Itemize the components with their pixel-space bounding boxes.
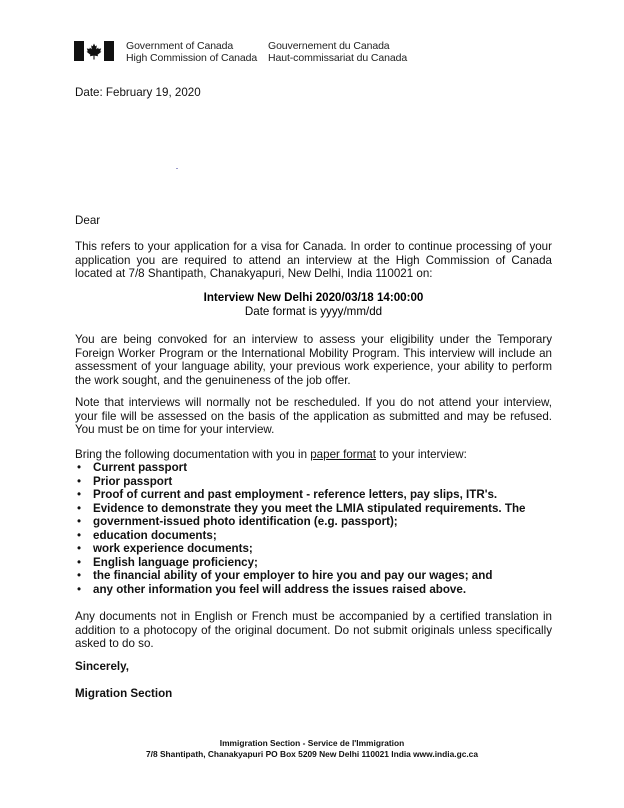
date-format-note: Date format is yyyy/mm/dd: [244, 304, 383, 318]
list-item: • education documents;: [77, 528, 217, 542]
bullet-icon: •: [77, 501, 82, 515]
bullet-icon: •: [77, 528, 82, 542]
footer: [0, 738, 624, 759]
list-item: • Evidence to demonstrate they you meet the LMIA stipulated requirements. The: [77, 501, 526, 515]
documentation-intro-before: Bring the following documentation with you in: [75, 448, 311, 461]
bullet-icon: •: [77, 461, 82, 474]
high-commission-label: High Commission of Canada: [126, 52, 258, 64]
bullet-icon: •: [77, 515, 82, 528]
signature-block-english: [126, 40, 257, 64]
letter-date: Date: February 19, 2020: [75, 86, 201, 99]
flag-bar-right: [104, 41, 114, 61]
scan-artifact: [176, 168, 178, 169]
paper-format-underlined: paper format: [310, 448, 376, 461]
footer-address: 7/8 Shantipath, Chanakyapuri PO Box 5209 New Delhi 110021 India www.india.gc.ca: [145, 748, 478, 759]
list-item: • any other information you feel will address the issues raised above.: [77, 582, 467, 596]
bullet-icon: •: [77, 582, 82, 596]
flag-bar-left: [74, 41, 84, 61]
letterhead: [74, 39, 408, 65]
bullet-icon: •: [77, 542, 82, 555]
government-of-canada-label: Government of Canada: [126, 40, 234, 52]
bullet-icon: •: [77, 488, 82, 501]
footer-section-name: Immigration Section - Service de l'Immigration: [219, 738, 405, 748]
list-item: • the financial ability of your employer to hire you and pay our wages; and: [77, 569, 493, 582]
list-item: • government-issued photo identification (e.g. passport);: [77, 515, 398, 528]
paragraph-application: This refers to your application for a visa for Canada. In order to continue processing of your application you are required to attend an interview at the High Commission of Canada located at 7/8 Shantipath, Chanakyapuri, New Delhi, India 110021 on:: [75, 240, 552, 280]
salutation: Dear: [75, 214, 101, 227]
signature-block-french: [268, 40, 407, 64]
list-item: • Current passport: [77, 461, 188, 474]
bullet-icon: •: [77, 474, 82, 488]
documentation-intro: [75, 448, 552, 462]
interview-title: Interview New Delhi 2020/03/18 14:00:00: [203, 291, 424, 304]
signature: Migration Section: [75, 687, 173, 700]
haut-commissariat-label: Haut-commissariat du Canada: [268, 52, 408, 64]
list-item: • Proof of current and past employment - reference letters, pay slips, ITR's.: [77, 488, 498, 501]
bullet-icon: •: [77, 555, 82, 569]
documents-list: [75, 461, 575, 596]
paragraph-translation: Any documents not in English or French must be accompanied by a certified translation in addition to a photocopy of the original document. Do not submit originals unless specifically asked to do so.: [75, 610, 552, 650]
interview-details: [75, 291, 552, 318]
maple-leaf-icon: [86, 43, 102, 60]
list-item: • work experience documents;: [77, 542, 253, 555]
documentation-intro-after: to your interview:: [375, 448, 467, 461]
canada-flag-icon: [74, 41, 114, 61]
closing: Sincerely,: [75, 660, 129, 673]
paragraph-convocation: You are being convoked for an interview to assess your eligibility under the Temporary Foreign Worker Program or the International Mobility Program. This interview will include an assessment of your language ability, your previous work experience, your ability to perform the work sought, and the genuineness of the job offer.: [75, 333, 552, 387]
bullet-icon: •: [77, 569, 82, 582]
gouvernement-du-canada-label: Gouvernement du Canada: [268, 40, 390, 52]
list-item: • Prior passport: [77, 474, 173, 488]
list-item: • English language proficiency;: [77, 555, 258, 569]
paragraph-rescheduling: Note that interviews will normally not be rescheduled. If you do not attend your interview, your file will be assessed on the basis of the application as submitted and may be refused. You must be on time for your interview.: [75, 396, 552, 436]
